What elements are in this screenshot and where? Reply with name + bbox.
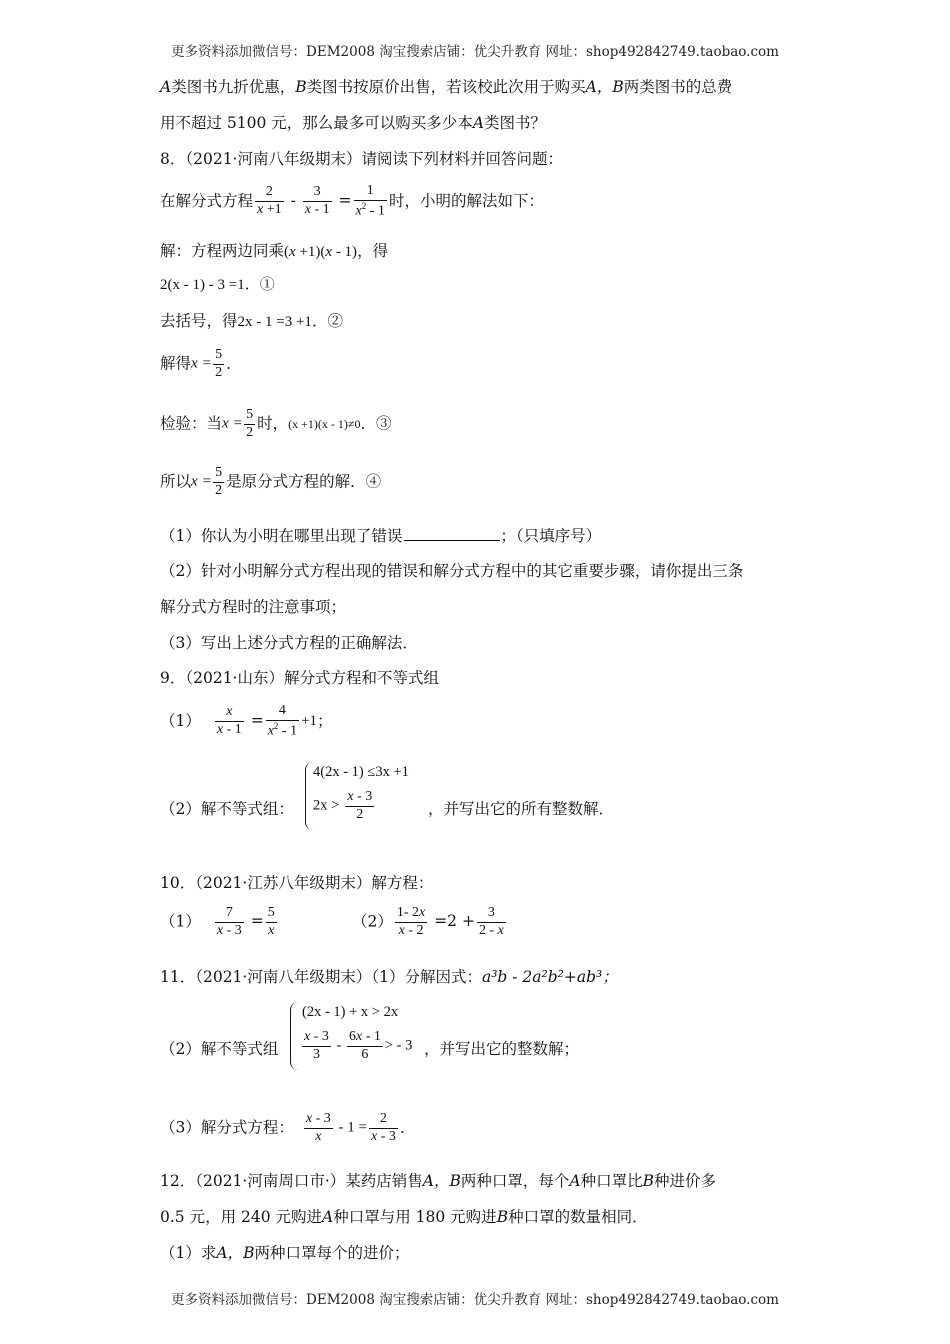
q12-title: 12．（2021·河南周口市·）某药店销售A，B两种口罩，每个A种口罩比B种进价多: [160, 1172, 717, 1190]
q7-line1: A类图书九折优惠，B类图书按原价出售，若该校此次用于购买A，B两类图书的总费: [160, 78, 733, 96]
page-footer: 更多资料添加微信号：DEM2008 淘宝搜索店铺：优尖升教育 网址：shop492842749.taobao.com: [171, 1292, 779, 1308]
answer-blank[interactable]: [404, 528, 500, 541]
q10-title: 10．（2021·江苏八年级期末）解方程：: [160, 874, 434, 892]
q8-step1: 解：方程两边同乘(x +1)(x - 1)，得: [160, 242, 389, 260]
q9-title: 9．（2021·山东）解分式方程和不等式组: [160, 669, 439, 687]
q8-sub3: （3）写出上述分式方程的正确解法．: [160, 634, 418, 652]
q11-system-brace: [290, 1002, 299, 1070]
q11-sys-line2: $\frac{x - 3}{3}$ - $\frac{6x - 1}{6}$ > - 3: [304, 1029, 413, 1062]
q11-sys-line1: (2x - 1) + x > 2x: [302, 1004, 399, 1020]
q9-sub2: （2）解不等式组：: [160, 800, 294, 818]
q8-step4: 检验：当x = $\frac{5}{2}$ 时，(x +1)(x - 1)≠0．③: [160, 407, 392, 440]
q11-sub3: （3）解分式方程： $\frac{x - 3}{x}$ - 1 = $\frac{2}{x - 3}$ ．: [160, 1111, 416, 1144]
page-header: 更多资料添加微信号：DEM2008 淘宝搜索店铺：优尖升教育 网址：shop492842749.taobao.com: [171, 44, 779, 60]
q8-step5: 所以x = $\frac{5}{2}$ 是原分式方程的解．④: [160, 465, 382, 498]
q10-sub2: （2） $\frac{1- 2x}{x - 2}$ =2 + $\frac{3}{2 - x}$: [352, 905, 504, 938]
q12-sub1: （1）求A，B两种口罩每个的进价；: [160, 1244, 410, 1262]
q12-line2: 0.5 元，用 240 元购进A种口罩与用 180 元购进B种口罩的数量相同．: [160, 1208, 648, 1226]
q11-sub2-end: ，并写出它的整数解；: [424, 1040, 580, 1058]
q8-intro: 在解分式方程 $\frac{2}{x +1}$ - $\frac{3}{x - 1}$ = $\frac{1}{x^2 - 1}$ 时，小明的解法如下：: [160, 183, 544, 219]
q8-title: 8．（2021·河南八年级期末）请阅读下列材料并回答问题：: [160, 150, 563, 168]
q10-sub1: （1） $\frac{7}{x - 3}$ = $\frac{5}{x}$: [160, 905, 275, 938]
q9-sub1: （1） $\frac{x}{x - 1}$ = $\frac{4}{x^2 - 1}$ +1；: [160, 703, 333, 739]
q8-sub1: （1）你认为小明在哪里出现了错误 ；（只填序号）: [160, 527, 602, 545]
q11-title: 11．（2021·河南八年级期末）（1）分解因式：a³b - 2a²b²+ab³；: [160, 968, 618, 986]
q11-sub2: （2）解不等式组: [160, 1040, 279, 1058]
q9-sys-line1: 4(2x - 1) ≤3x +1: [313, 764, 409, 780]
q8-step1-eq: 2(x - 1) - 3 =1．①: [160, 277, 275, 293]
q8-step3: 解得x = $\frac{5}{2}$ ．: [160, 347, 242, 380]
q8-sub2a: （2）针对小明解分式方程出现的错误和解分式方程中的其它重要步骤，请你提出三条: [160, 562, 744, 580]
q9-sub2-end: ，并写出它的所有整数解．: [428, 800, 615, 818]
q8-sub2b: 解分式方程时的注意事项；: [160, 598, 347, 616]
q8-step2: 去括号，得2x - 1 =3 +1．②: [160, 312, 343, 330]
q9-sys-line2: 2x > $\frac{x - 3}{2}$: [313, 789, 373, 822]
q7-line2: 用不超过 5100 元，那么最多可以购买多少本A类图书？: [160, 114, 547, 132]
